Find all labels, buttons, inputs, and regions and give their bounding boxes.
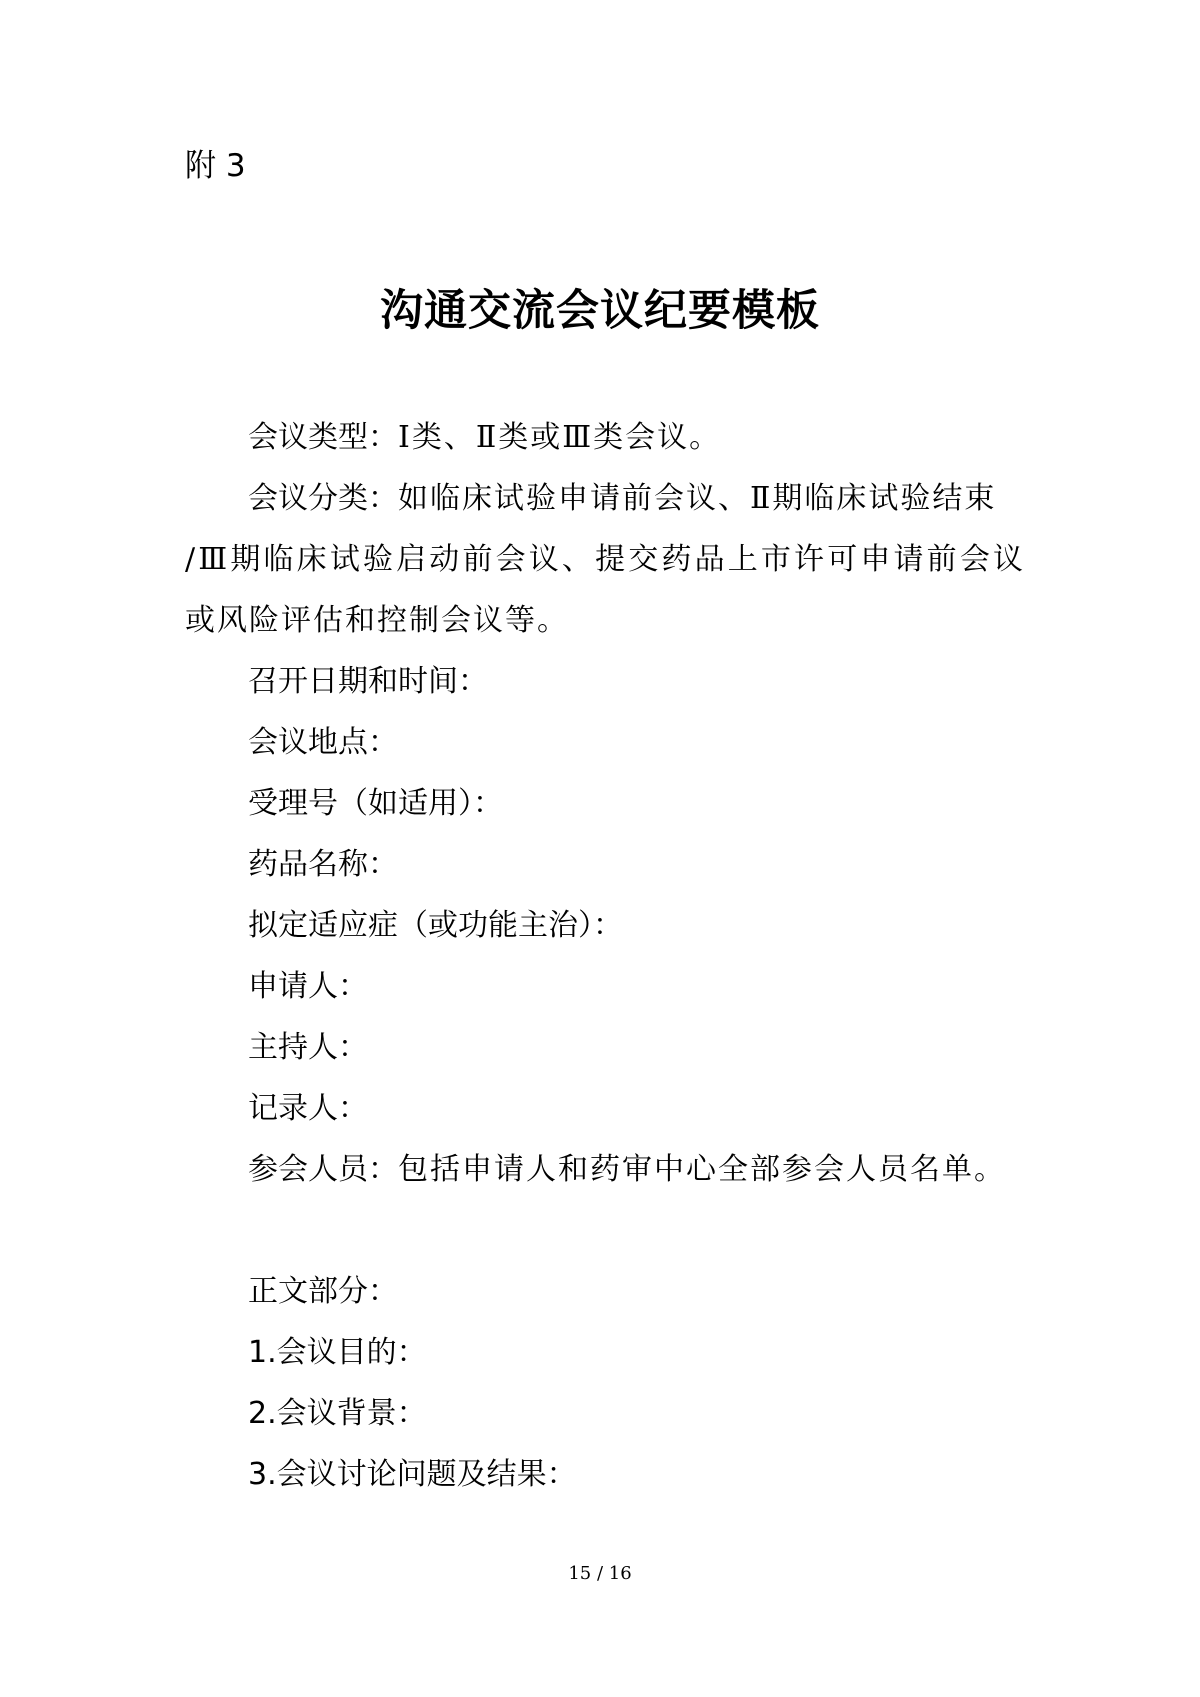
meeting-type-label: 会议类型： xyxy=(248,420,398,455)
meeting-category-value-line3: 或风险评估和控制会议等。 xyxy=(185,603,569,638)
acceptance-number-label: 受理号（如适用）： xyxy=(248,786,503,821)
body-item-discussion: 3.会议讨论问题及结果： xyxy=(248,1457,577,1492)
attendees-label: 参会人员： xyxy=(248,1152,398,1187)
recorder-label: 记录人： xyxy=(248,1091,368,1126)
body-item-background: 2.会议背景： xyxy=(248,1396,427,1431)
annex-label: 附 3 xyxy=(185,148,246,184)
meeting-type-line xyxy=(248,418,721,458)
host-label: 主持人： xyxy=(248,1030,368,1065)
meeting-category-value-line1: 如临床试验申请前会议、Ⅱ期临床试验结束 xyxy=(398,481,997,516)
page-number: 15 / 16 xyxy=(568,1563,632,1584)
indication-label: 拟定适应症（或功能主治）： xyxy=(248,908,623,943)
drug-name-label: 药品名称： xyxy=(248,847,398,882)
meeting-type-value: Ⅰ类、Ⅱ类或Ⅲ类会议。 xyxy=(398,420,722,455)
meeting-category-value-line2: /Ⅲ期临床试验启动前会议、提交药品上市许可申请前会议 xyxy=(185,542,1023,577)
body-item-purpose: 1.会议目的： xyxy=(248,1335,427,1370)
applicant-label: 申请人： xyxy=(248,969,368,1004)
location-label: 会议地点： xyxy=(248,725,398,760)
date-time-label: 召开日期和时间： xyxy=(248,664,488,699)
attendees-value: 包括申请人和药审中心全部参会人员名单。 xyxy=(398,1152,1006,1187)
attendees-line xyxy=(248,1150,1006,1190)
meeting-category-line xyxy=(248,479,996,519)
body-section-heading: 正文部分： xyxy=(248,1274,398,1309)
meeting-category-label: 会议分类： xyxy=(248,481,398,516)
document-title: 沟通交流会议纪要模板 xyxy=(380,286,820,336)
